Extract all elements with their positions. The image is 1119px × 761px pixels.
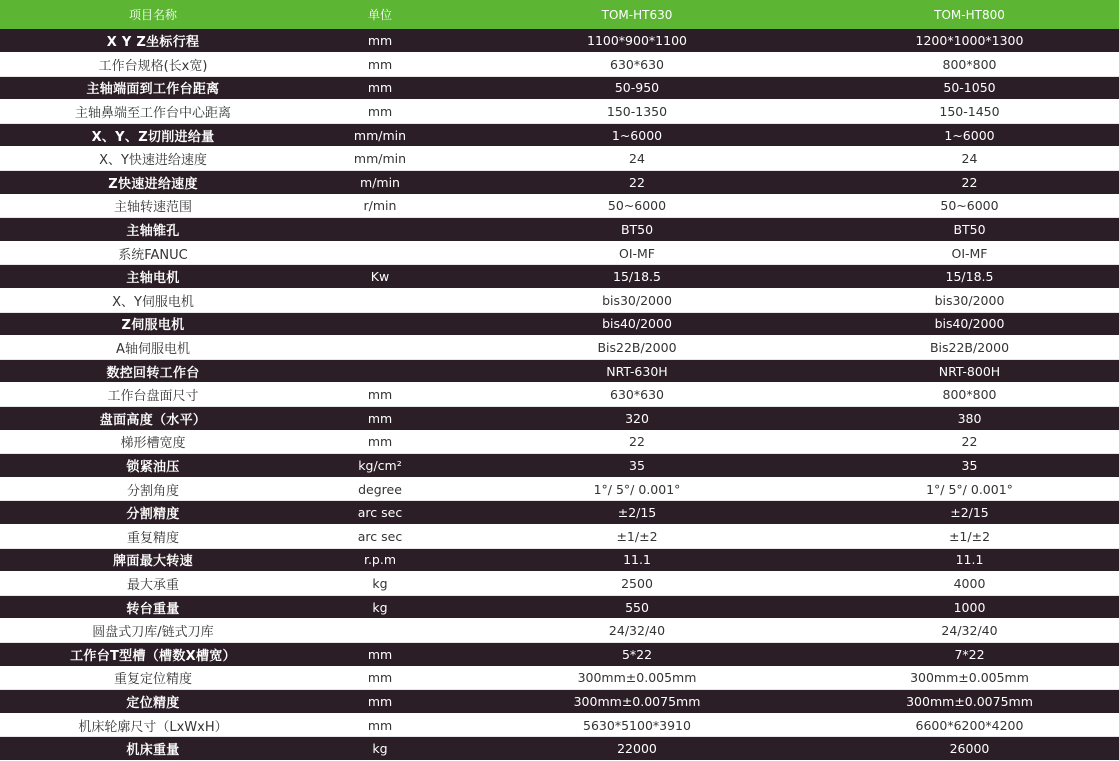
table-row — [0, 407, 1119, 431]
spec-value-model-2: NRT-800H — [820, 359, 1119, 383]
spec-value-model-1: 1~6000 — [454, 123, 820, 147]
table-row — [0, 359, 1119, 383]
spec-value-model-2: 35 — [820, 454, 1119, 478]
table-row — [0, 289, 1119, 313]
spec-value-model-2: 300mm±0.005mm — [820, 666, 1119, 690]
spec-unit — [306, 336, 454, 360]
table-row — [0, 524, 1119, 548]
spec-value-model-2: 1000 — [820, 595, 1119, 619]
table-row — [0, 430, 1119, 454]
table-row — [0, 666, 1119, 690]
spec-name: Z伺服电机 — [0, 312, 306, 336]
spec-value-model-1: 35 — [454, 454, 820, 478]
spec-name: 工作台T型槽（槽数X槽宽） — [0, 642, 306, 666]
spec-value-model-2: 800*800 — [820, 383, 1119, 407]
spec-name: X、Y、Z切削进给量 — [0, 123, 306, 147]
table-row — [0, 312, 1119, 336]
header-model-2: TOM-HT800 — [934, 7, 1005, 22]
spec-name: 主轴电机 — [0, 265, 306, 289]
spec-value-model-1: 300mm±0.005mm — [454, 666, 820, 690]
spec-unit: mm — [306, 100, 454, 124]
spec-value-model-2: 24 — [820, 147, 1119, 171]
spec-value-model-2: bis30/2000 — [820, 289, 1119, 313]
table-row — [0, 123, 1119, 147]
spec-value-model-1: 320 — [454, 407, 820, 431]
spec-unit: Kw — [306, 265, 454, 289]
header-row — [0, 0, 1119, 29]
spec-value-model-2: 26000 — [820, 737, 1119, 761]
spec-name: 盘面高度（水平） — [0, 407, 306, 431]
spec-unit — [306, 241, 454, 265]
spec-name: Z快速进给速度 — [0, 171, 306, 195]
spec-value-model-1: 2500 — [454, 572, 820, 596]
spec-name: 机床轮廓尺寸（LxWxH） — [0, 713, 306, 737]
spec-unit: arc sec — [306, 501, 454, 525]
header-model-1: TOM-HT630 — [601, 7, 673, 22]
table-row — [0, 53, 1119, 77]
spec-name: X、Y伺服电机 — [0, 289, 306, 313]
spec-value-model-1: 15/18.5 — [454, 265, 820, 289]
table-row — [0, 383, 1119, 407]
table-row — [0, 619, 1119, 643]
spec-name: 重复精度 — [0, 524, 306, 548]
spec-value-model-1: 24 — [454, 147, 820, 171]
spec-value-model-1: BT50 — [454, 218, 820, 242]
spec-value-model-1: 550 — [454, 595, 820, 619]
spec-name: 锁紧油压 — [0, 454, 306, 478]
spec-value-model-1: 5630*5100*3910 — [454, 713, 820, 737]
spec-name: 分割精度 — [0, 501, 306, 525]
spec-name: 主轴鼻端至工作台中心距离 — [0, 100, 306, 124]
spec-unit: kg/cm² — [306, 454, 454, 478]
spec-value-model-1: NRT-630H — [454, 359, 820, 383]
spec-unit: kg — [306, 572, 454, 596]
spec-value-model-2: Bis22B/2000 — [820, 336, 1119, 360]
spec-name: 工作台盘面尺寸 — [0, 383, 306, 407]
spec-value-model-1: bis30/2000 — [454, 289, 820, 313]
table-row — [0, 642, 1119, 666]
spec-name: 圆盘式刀库/链式刀库 — [0, 619, 306, 643]
spec-unit: mm — [306, 29, 454, 53]
spec-unit: mm — [306, 407, 454, 431]
spec-unit: mm — [306, 690, 454, 714]
table-row — [0, 147, 1119, 171]
table-row — [0, 265, 1119, 289]
header-item: 项目名称 — [128, 8, 177, 22]
spec-value-model-1: bis40/2000 — [454, 312, 820, 336]
spec-value-model-2: 15/18.5 — [820, 265, 1119, 289]
spec-name: 主轴转速范围 — [0, 194, 306, 218]
spec-unit: mm — [306, 430, 454, 454]
spec-value-model-1: 22 — [454, 430, 820, 454]
spec-value-model-2: 22 — [820, 430, 1119, 454]
table-row — [0, 737, 1119, 761]
spec-value-model-2: 1~6000 — [820, 123, 1119, 147]
spec-name: 主轴端面到工作台距离 — [0, 76, 306, 100]
spec-unit: mm — [306, 383, 454, 407]
spec-name: A轴伺服电机 — [0, 336, 306, 360]
spec-value-model-2: ±2/15 — [820, 501, 1119, 525]
spec-value-model-1: OI-MF — [454, 241, 820, 265]
spec-value-model-1: 630*630 — [454, 383, 820, 407]
spec-value-model-2: 7*22 — [820, 642, 1119, 666]
spec-value-model-1: ±2/15 — [454, 501, 820, 525]
table-row — [0, 100, 1119, 124]
spec-unit — [306, 359, 454, 383]
spec-unit: mm/min — [306, 123, 454, 147]
spec-name: 数控回转工作台 — [0, 359, 306, 383]
spec-value-model-1: 24/32/40 — [454, 619, 820, 643]
spec-unit: arc sec — [306, 524, 454, 548]
table-row — [0, 548, 1119, 572]
spec-value-model-1: 300mm±0.0075mm — [454, 690, 820, 714]
spec-name: 定位精度 — [0, 690, 306, 714]
spec-unit: mm — [306, 713, 454, 737]
spec-name: 机床重量 — [0, 737, 306, 761]
table-row — [0, 194, 1119, 218]
spec-value-model-2: 380 — [820, 407, 1119, 431]
header-unit: 单位 — [367, 8, 392, 22]
spec-value-model-1: 22000 — [454, 737, 820, 761]
spec-unit: m/min — [306, 171, 454, 195]
table-row — [0, 572, 1119, 596]
spec-unit: mm — [306, 76, 454, 100]
table-row — [0, 336, 1119, 360]
spec-name: 主轴锥孔 — [0, 218, 306, 242]
spec-value-model-1: 22 — [454, 171, 820, 195]
spec-name: 工作台规格(长x宽) — [0, 53, 306, 77]
spec-unit — [306, 619, 454, 643]
spec-value-model-2: 6600*6200*4200 — [820, 713, 1119, 737]
spec-unit: degree — [306, 477, 454, 501]
spec-value-model-2: 150-1450 — [820, 100, 1119, 124]
spec-name: X Y Z坐标行程 — [0, 29, 306, 53]
spec-value-model-1: 1100*900*1100 — [454, 29, 820, 53]
spec-value-model-1: 50~6000 — [454, 194, 820, 218]
spec-name: 分割角度 — [0, 477, 306, 501]
spec-name: 转台重量 — [0, 595, 306, 619]
spec-value-model-2: 300mm±0.0075mm — [820, 690, 1119, 714]
spec-value-model-2: 50~6000 — [820, 194, 1119, 218]
spec-name: 重复定位精度 — [0, 666, 306, 690]
spec-value-model-2: 11.1 — [820, 548, 1119, 572]
spec-value-model-2: 24/32/40 — [820, 619, 1119, 643]
spec-value-model-2: 1°/ 5°/ 0.001° — [820, 477, 1119, 501]
table-row — [0, 713, 1119, 737]
spec-unit: mm — [306, 642, 454, 666]
table-row — [0, 454, 1119, 478]
spec-unit — [306, 289, 454, 313]
spec-name: X、Y快速进给速度 — [0, 147, 306, 171]
table-row — [0, 29, 1119, 53]
table-row — [0, 171, 1119, 195]
spec-unit — [306, 312, 454, 336]
spec-value-model-2: OI-MF — [820, 241, 1119, 265]
spec-unit: kg — [306, 595, 454, 619]
spec-unit: r.p.m — [306, 548, 454, 572]
table-row — [0, 477, 1119, 501]
spec-value-model-2: ±1/±2 — [820, 524, 1119, 548]
spec-value-model-2: 800*800 — [820, 53, 1119, 77]
spec-value-model-2: 1200*1000*1300 — [820, 29, 1119, 53]
table-row — [0, 241, 1119, 265]
spec-value-model-1: 5*22 — [454, 642, 820, 666]
table-header — [0, 0, 1119, 29]
spec-value-model-1: 50-950 — [454, 76, 820, 100]
spec-name: 最大承重 — [0, 572, 306, 596]
spec-unit: r/min — [306, 194, 454, 218]
spec-value-model-2: 50-1050 — [820, 76, 1119, 100]
spec-unit — [306, 218, 454, 242]
table-row — [0, 76, 1119, 100]
spec-value-model-1: 11.1 — [454, 548, 820, 572]
spec-unit: mm/min — [306, 147, 454, 171]
spec-value-model-2: BT50 — [820, 218, 1119, 242]
spec-value-model-1: ±1/±2 — [454, 524, 820, 548]
spec-value-model-1: 1°/ 5°/ 0.001° — [454, 477, 820, 501]
spec-value-model-2: 4000 — [820, 572, 1119, 596]
spec-value-model-2: bis40/2000 — [820, 312, 1119, 336]
spec-name: 梯形槽宽度 — [0, 430, 306, 454]
table-row — [0, 595, 1119, 619]
table-body — [0, 29, 1119, 760]
spec-name: 系统FANUC — [0, 241, 306, 265]
table-row — [0, 218, 1119, 242]
spec-name: 牌面最大转速 — [0, 548, 306, 572]
spec-value-model-1: 150-1350 — [454, 100, 820, 124]
spec-unit: mm — [306, 53, 454, 77]
table-row — [0, 690, 1119, 714]
spec-value-model-2: 22 — [820, 171, 1119, 195]
spec-value-model-1: 630*630 — [454, 53, 820, 77]
table-row — [0, 501, 1119, 525]
spec-unit: mm — [306, 666, 454, 690]
spec-value-model-1: Bis22B/2000 — [454, 336, 820, 360]
spec-unit: kg — [306, 737, 454, 761]
